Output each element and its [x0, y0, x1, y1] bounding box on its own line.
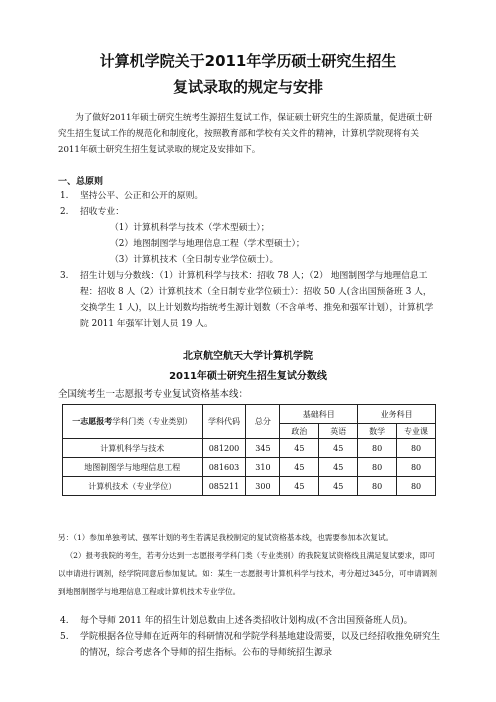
- major-item: （2）地图制图学与地理信息工程（学术型硕士）；: [110, 239, 305, 249]
- doc-title-line2: 复试录取的规定与安排: [172, 78, 323, 96]
- rule-text: 坚持公平、公正和公开的原则。: [80, 191, 204, 201]
- rules-list: [58, 188, 440, 332]
- table-notes: [58, 529, 440, 601]
- header-math: 数学: [358, 424, 397, 439]
- note-line: （2）报考我院的考生，若考分达到一志愿报考学科门类（专业类别）的我院复试资格线且满足复试要求，即可以申请进行调剂，经学院同意后参加复试。如：某生一志愿报考计算机科学与技术，考分超过345分，可申请调剂到地图制图学与地理信息工程或计算机技术专业学位。: [58, 551, 437, 596]
- cell-code: 081200: [202, 439, 246, 458]
- rule-number: 2.: [60, 207, 69, 217]
- doc-title-line1: 计算机学院关于2011年学历硕士研究生招生: [99, 52, 397, 70]
- rule-item: [58, 204, 440, 268]
- header-major: 业务科目: [358, 405, 436, 424]
- cell-prof: 80: [397, 439, 436, 458]
- header-english: 英语: [319, 424, 358, 439]
- cell-politics: 45: [280, 477, 319, 496]
- cell-math: 80: [358, 439, 397, 458]
- rule-text: 招生计划与分数线：（1）计算机科学与技术：招收 78 人；（2） 地图制图学与地理信息工程：招收 8 人（2）计算机技术（全日制专业学位硕士）：招收 50 人(含出国预备班 3 人，交换学生 1 人)，以上计划数均指统考生源计划数（不含单考、推免和强军计划），计算机学院 2011 年强军计划人员 19 人。: [80, 271, 434, 329]
- rule-number: 4.: [60, 616, 69, 626]
- header-discipline-rest: 学科门类（专业类别）: [112, 417, 193, 426]
- header-discipline-bold: 一志愿报考: [72, 416, 113, 426]
- major-item: （3）计算机技术（全日制专业学位硕士）。: [110, 255, 279, 265]
- intro-paragraph: 为了做好2011年硕士研究生统考生源招生复试工作，保证硕士研究生的生源质量，促进硕士研究生招生复试工作的规范化和制度化，按照教育部和学校有关文件的精神，计算机学院现将有关2011年硕士研究生招生复试录取的规定及安排如下。: [58, 113, 433, 155]
- table-lead: 全国统考生一志愿报考专业复试资格基本线：: [58, 389, 249, 400]
- rule-item: [58, 188, 440, 204]
- cell-code: 085211: [202, 477, 246, 496]
- rule-text: 学院根据各位导师在近两年的科研情况和学院学科基地建设需要，以及已经招收推免研究生的情况，综合考虑各个导师的招生指标。公布的导师统招生源录: [80, 632, 441, 658]
- table-row: [63, 439, 436, 458]
- rule-item: [58, 629, 440, 661]
- table-title: 2011年硕士研究生招生复试分数线: [169, 371, 327, 382]
- cell-total: 345: [246, 439, 280, 458]
- rule-number: 1.: [60, 191, 69, 201]
- table-row: [63, 477, 436, 496]
- rule-item: [58, 268, 440, 332]
- section-heading: 一、总原则: [58, 177, 104, 187]
- cell-english: 45: [319, 477, 358, 496]
- rule-item: [58, 613, 440, 629]
- cell-english: 45: [319, 458, 358, 477]
- table-header-row: [63, 405, 436, 424]
- note-line: 另：（1）参加单独考试、强军计划的考生若满足我校制定的复试资格基本线，也需要参加本次复试。: [58, 533, 394, 542]
- score-table: [62, 404, 436, 496]
- table-row: [63, 458, 436, 477]
- cell-prof: 80: [397, 477, 436, 496]
- cell-name: 计算机技术（专业学位）: [63, 477, 203, 496]
- header-discipline: [63, 405, 203, 439]
- majors-list: [80, 220, 440, 268]
- rules-list-continued: [58, 613, 440, 661]
- cell-prof: 80: [397, 458, 436, 477]
- rule-number: 3.: [60, 271, 69, 281]
- header-politics: 政治: [280, 424, 319, 439]
- cell-politics: 45: [280, 458, 319, 477]
- header-total: 总分: [246, 405, 280, 439]
- school-name: 北京航空航天大学计算机学院: [183, 351, 313, 362]
- rule-text: 每个导师 2011 年的招生计划总数由上述各类招收计划构成(不含出国预备班人员)。: [80, 616, 413, 626]
- cell-math: 80: [358, 458, 397, 477]
- major-item: （1）计算机科学与技术（学术型硕士）；: [110, 223, 270, 233]
- header-prof: 专业课: [397, 424, 436, 439]
- cell-math: 80: [358, 477, 397, 496]
- cell-name: 计算机科学与技术: [63, 439, 203, 458]
- header-basic: 基础科目: [280, 405, 358, 424]
- rule-number: 5.: [60, 632, 69, 642]
- header-code: 学科代码: [202, 405, 246, 439]
- cell-politics: 45: [280, 439, 319, 458]
- cell-name: 地图制图学与地理信息工程: [63, 458, 203, 477]
- cell-english: 45: [319, 439, 358, 458]
- cell-total: 310: [246, 458, 280, 477]
- rule-text: 招收专业：: [80, 207, 124, 217]
- cell-code: 081603: [202, 458, 246, 477]
- cell-total: 300: [246, 477, 280, 496]
